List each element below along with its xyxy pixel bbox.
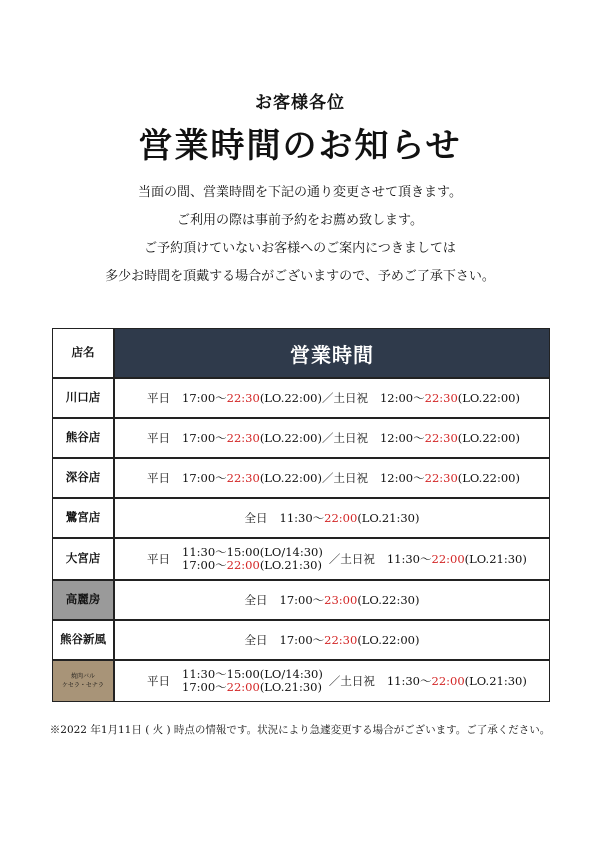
hours-start: 17:00～ — [279, 633, 325, 647]
weekday-end: 22:30 — [226, 471, 260, 485]
weekend-lo: (LO.21:30) — [464, 674, 527, 688]
store-name: 熊谷新風 — [53, 621, 115, 659]
store-name-line2: ケセラ・セナラ — [62, 682, 104, 689]
table-row-kesera-senara — [53, 659, 549, 701]
store-name: 深谷店 — [53, 459, 115, 497]
hours-end: 22:30 — [324, 633, 358, 647]
store-hours — [115, 661, 549, 701]
weekend-start: 12:00～ — [379, 471, 425, 485]
store-name: 高麗房 — [53, 581, 115, 619]
weekday-lo: (LO.22:00) — [259, 431, 322, 445]
dinner-lo: (LO.21:30) — [259, 680, 322, 694]
weekday-start: 17:00～ — [182, 471, 227, 485]
store-hours — [115, 539, 549, 579]
weekday-label: 平日 — [147, 471, 170, 485]
weekday-label: 平日 — [147, 552, 170, 566]
weekday-label: 平日 — [147, 391, 170, 405]
weekend-lo: (LO.22:00) — [457, 391, 520, 405]
all-days-label: 全日 — [244, 633, 268, 647]
store-hours — [115, 419, 549, 457]
hours-column-header: 営業時間 — [115, 329, 549, 377]
hours-lo: (LO.22:00) — [357, 633, 420, 647]
weekend-start: 12:00～ — [379, 431, 425, 445]
table-header-row — [53, 329, 549, 377]
weekday-label: 平日 — [147, 674, 170, 688]
intro-line: 多少お時間を頂戴する場合がございますので、予めご了承下さい。 — [105, 269, 495, 284]
weekend-lo: (LO.22:00) — [457, 431, 520, 445]
store-name-line1: 焼肉バル — [70, 673, 95, 680]
footnote: ※2022 年1月11日 ( 火 ) 時点の情報です。状況により急遽変更する場合がございます。ご了承ください。 — [49, 724, 551, 736]
weekday-dinner — [182, 559, 323, 572]
weekday-lunch: 11:30～15:00(LO/14:30) — [182, 667, 323, 681]
store-name: 熊谷店 — [53, 419, 115, 457]
table-row-saginomiya — [53, 497, 549, 537]
weekend-label: ／土日祝 — [328, 674, 375, 688]
store-hours — [115, 581, 549, 619]
weekday-label: 平日 — [147, 431, 170, 445]
table-row-kumagaya-shinpu — [53, 619, 549, 659]
hours-end: 22:00 — [324, 511, 358, 525]
table-row-kawaguchi — [53, 377, 549, 417]
table-row-omiya — [53, 537, 549, 579]
weekend-end: 22:30 — [424, 471, 458, 485]
weekday-lo: (LO.22:00) — [259, 391, 322, 405]
store-column-header: 店名 — [53, 329, 115, 377]
hours-lo: (LO.22:30) — [357, 593, 420, 607]
weekday-start: 17:00～ — [182, 391, 227, 405]
store-name: 川口店 — [53, 379, 115, 417]
weekend-label: ／土日祝 — [328, 552, 375, 566]
weekday-time-stack — [182, 546, 323, 572]
hours-start: 11:30～ — [279, 511, 325, 525]
hours-table — [52, 328, 550, 702]
weekend-start: 12:00～ — [379, 391, 425, 405]
weekend-end: 22:30 — [424, 391, 458, 405]
store-name: 大宮店 — [53, 539, 115, 579]
weekend-start: 11:30～ — [386, 674, 432, 688]
store-hours — [115, 379, 549, 417]
all-days-label: 全日 — [244, 511, 268, 525]
store-hours — [115, 499, 549, 537]
intro-line: ご予約頂けていないお客様へのご案内につきましては — [144, 241, 456, 256]
hours-lo: (LO.21:30) — [357, 511, 420, 525]
store-hours — [115, 459, 549, 497]
page-title: 営業時間のお知らせ — [138, 126, 462, 166]
store-name: 鷺宮店 — [53, 499, 115, 537]
weekend-start: 11:30～ — [386, 552, 432, 566]
table-row-kumagaya — [53, 417, 549, 457]
dinner-start: 17:00～ — [182, 558, 227, 572]
all-days-label: 全日 — [244, 593, 268, 607]
weekend-end: 22:30 — [424, 431, 458, 445]
weekday-end: 22:30 — [226, 391, 260, 405]
weekend-end: 22:00 — [431, 552, 465, 566]
store-name — [53, 661, 115, 701]
weekday-start: 17:00～ — [182, 431, 227, 445]
hours-start: 17:00～ — [279, 593, 325, 607]
table-row-fukaya — [53, 457, 549, 497]
weekday-dinner — [182, 681, 323, 694]
dinner-start: 17:00～ — [182, 680, 227, 694]
dinner-end: 22:00 — [226, 558, 260, 572]
weekend-label: ／土日祝 — [321, 391, 368, 405]
hours-end: 23:00 — [324, 593, 358, 607]
weekend-label: ／土日祝 — [321, 431, 368, 445]
intro-text — [0, 184, 600, 296]
greeting: お客様各位 — [255, 93, 345, 113]
weekend-end: 22:00 — [431, 674, 465, 688]
dinner-lo: (LO.21:30) — [259, 558, 322, 572]
weekend-lo: (LO.22:00) — [457, 471, 520, 485]
weekday-end: 22:30 — [226, 431, 260, 445]
dinner-end: 22:00 — [226, 680, 260, 694]
intro-line: ご利用の際は事前予約をお薦め致します。 — [177, 213, 423, 228]
weekend-label: ／土日祝 — [321, 471, 368, 485]
weekday-lo: (LO.22:00) — [259, 471, 322, 485]
weekday-lunch: 11:30～15:00(LO/14:30) — [182, 545, 323, 559]
intro-line: 当面の間、営業時間を下記の通り変更させて頂きます。 — [138, 185, 462, 200]
table-row-koraibo — [53, 579, 549, 619]
weekend-lo: (LO.21:30) — [464, 552, 527, 566]
weekday-time-stack — [182, 668, 323, 694]
store-hours — [115, 621, 549, 659]
